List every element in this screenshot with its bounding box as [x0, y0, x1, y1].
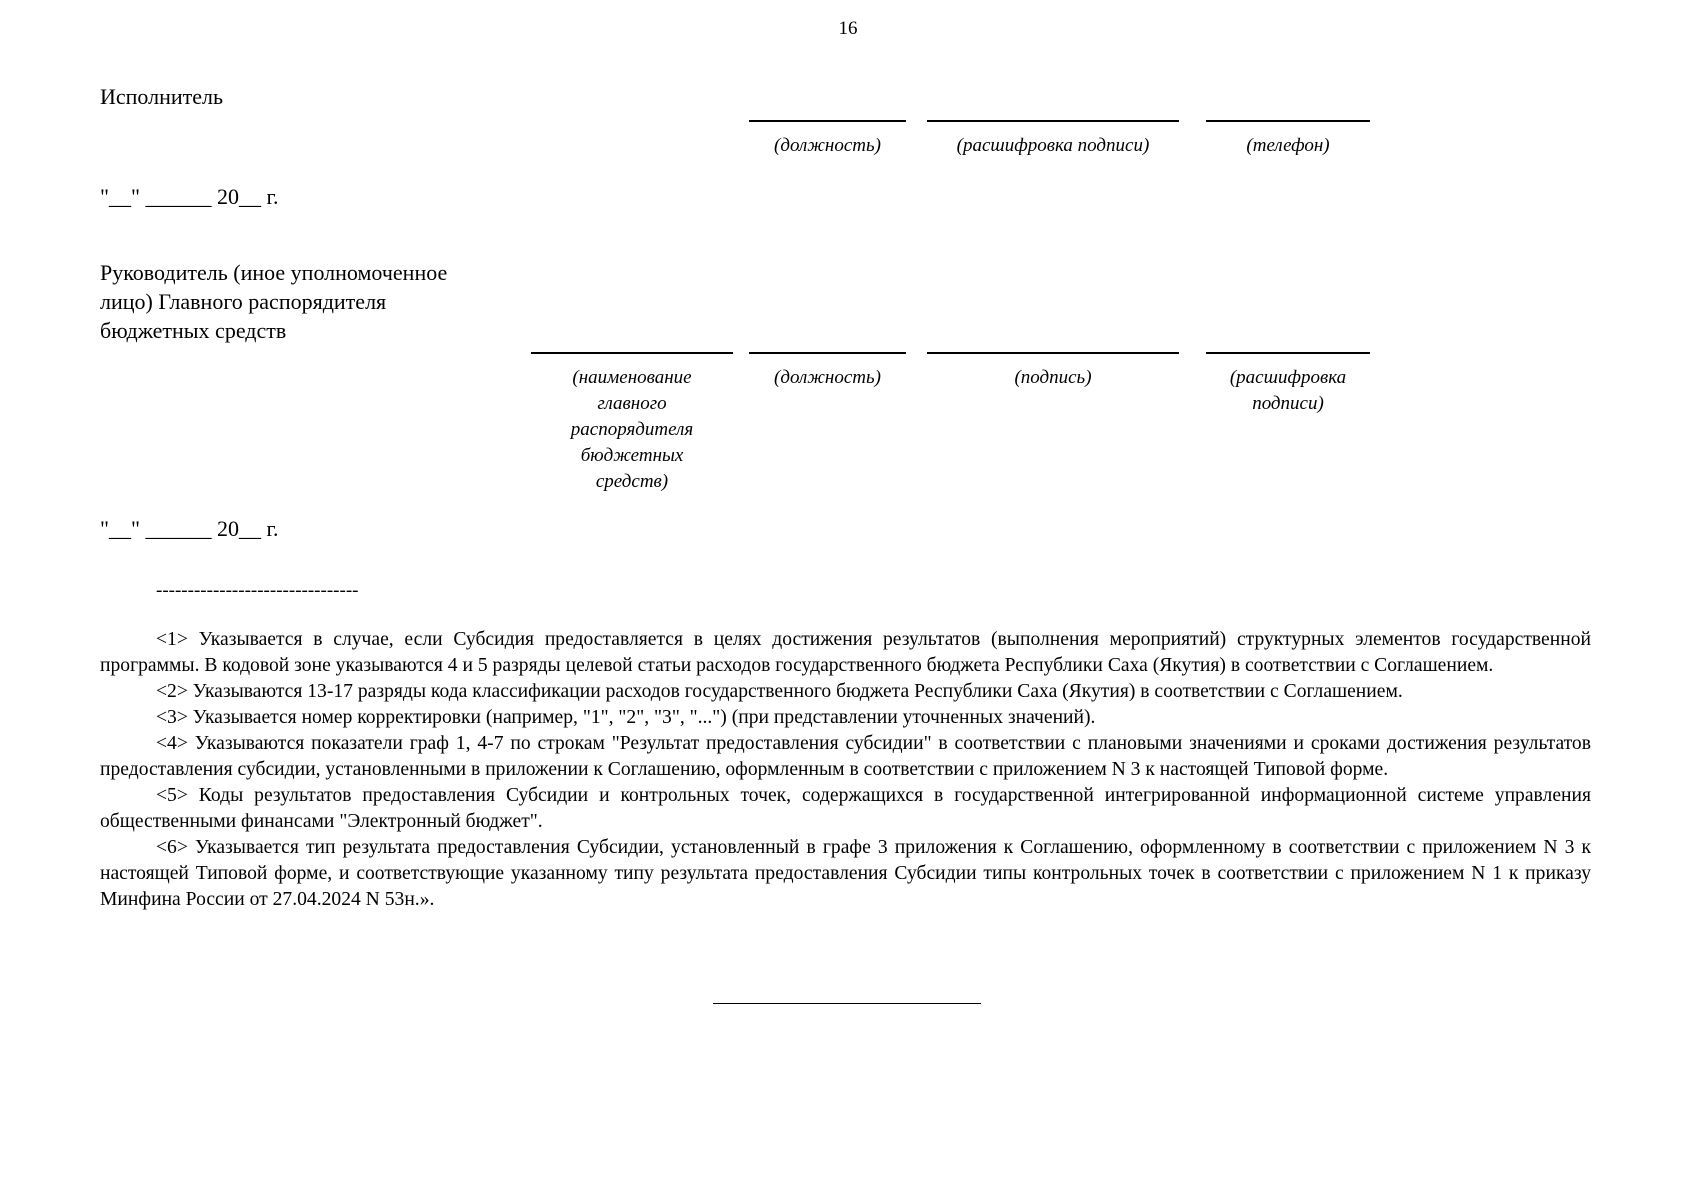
- executor-date: "__" ______ 20__ г.: [100, 184, 279, 209]
- head-signature-line: [927, 352, 1179, 354]
- executor-position-caption: (должность): [774, 135, 881, 156]
- head-position-caption: (должность): [774, 367, 881, 388]
- executor-position-line: [749, 120, 906, 122]
- footnote-separator: --------------------------------: [156, 580, 359, 601]
- footnote-5: <5> Коды результатов предоставления Субсидии и контрольных точек, содержащихся в государственной интегрированной информационной системе управления общественными финансами "Электронный бюджет".: [100, 785, 1591, 832]
- head-date: "__" ______ 20__ г.: [100, 516, 279, 541]
- executor-signature-decoding-caption: (расшифровка подписи): [956, 135, 1150, 156]
- head-signature-decoding-line: [1206, 352, 1370, 354]
- footnote-3: <3> Указывается номер корректировки (например, "1", "2", "3", "...") (при представлении уточненных значений).: [156, 707, 1096, 728]
- end-rule: [713, 1003, 981, 1004]
- executor-label: Исполнитель: [100, 84, 224, 109]
- executor-phone-caption: (телефон): [1246, 135, 1330, 156]
- executor-signature-decoding-line: [927, 120, 1179, 122]
- head-signature-caption: (подпись): [1014, 367, 1092, 388]
- footnote-2: <2> Указываются 13-17 разряды кода классификации расходов государственного бюджета Республики Саха (Якутия) в соответствии с Соглашением.: [156, 681, 1403, 702]
- head-name-caption: (наименование главного распорядителя бюджетных средств): [570, 367, 694, 492]
- footnote-4: <4> Указываются показатели граф 1, 4-7 по строкам "Результат предоставления субсидии" в соответствии с плановыми значениями и сроками достижения результатов предоставления субсидии, установленными в приложении к Соглашению, оформленным в соответствии с приложением N 3 к настоящей Типовой форме.: [100, 733, 1591, 780]
- head-signature-decoding-caption: (расшифровка подписи): [1229, 367, 1347, 414]
- footnote-6: <6> Указывается тип результата предоставления Субсидии, установленный в графе 3 приложения к Соглашению, оформленному в соответствии с приложением N 3 к настоящей Типовой форме, и соответствующие указанному типу результата предоставления Субсидии типы контрольных точек в соответствии с приложением N 1 к приказу Минфина России от 27.04.2024 N 53н.».: [100, 837, 1591, 910]
- head-label: Руководитель (иное уполномоченное лицо) Главного распорядителя бюджетных средств: [100, 260, 448, 343]
- page-number: 16: [838, 18, 858, 39]
- footnotes-list: [100, 627, 1591, 913]
- footnote-1: <1> Указывается в случае, если Субсидия предоставляется в целях достижения результатов (выполнения мероприятий) структурных элементов государственной программы. В кодовой зоне указываются 4 и 5 разряды целевой статьи расходов государственного бюджета Республики Саха (Якутия) в соответствии с Соглашением.: [100, 629, 1591, 676]
- head-name-line: [531, 352, 733, 354]
- head-position-line: [749, 352, 906, 354]
- executor-phone-line: [1206, 120, 1370, 122]
